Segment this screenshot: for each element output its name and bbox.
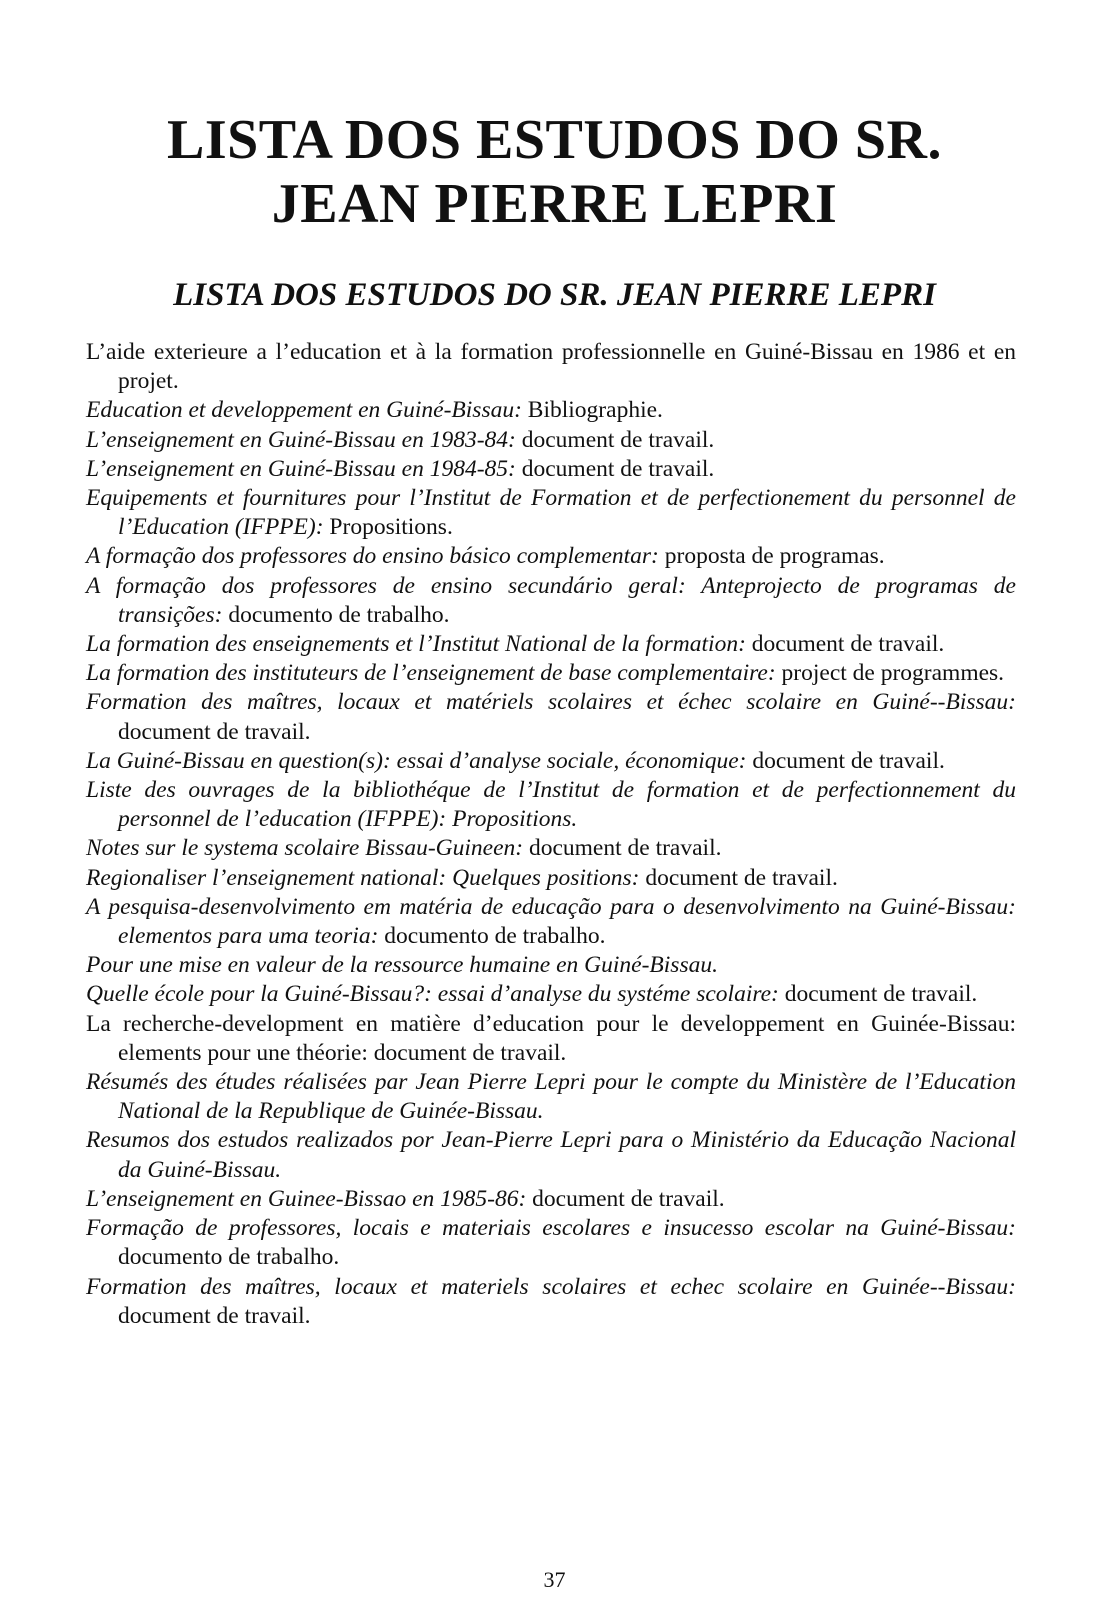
study-description: document de travail.	[639, 864, 838, 891]
study-entry	[86, 1126, 1016, 1184]
study-description: documento de trabalho.	[118, 1244, 340, 1271]
study-entry	[86, 1185, 1016, 1214]
study-description: L’aide exterieure a l’education et à la formation professionnelle en Guiné-Bissau en 1986 et en projet.	[86, 339, 1016, 395]
study-description: document de travail.	[515, 455, 715, 482]
study-list	[86, 338, 1016, 1331]
study-entry	[86, 747, 1016, 776]
study-entry	[86, 1214, 1016, 1272]
study-entry	[86, 951, 1016, 980]
study-entry	[86, 1010, 1016, 1068]
page-number: 37	[543, 1567, 566, 1592]
study-entry	[86, 688, 1016, 746]
study-title: La formation des enseignements et l’Institut National de la formation:	[86, 631, 746, 658]
study-entry	[86, 659, 1016, 688]
study-description: documento de trabalho.	[222, 601, 450, 628]
study-title: L’enseignement en Guiné-Bissau en 1984-85:	[86, 455, 516, 482]
page-title-line-1: LISTA DOS ESTUDOS DO SR.	[167, 109, 942, 171]
study-entry	[86, 893, 1016, 951]
study-description: Bibliographie.	[521, 397, 663, 424]
study-title: La formation des instituteurs de l’enseignement de base complementaire:	[86, 660, 776, 687]
study-title: Quelle école pour la Guiné-Bissau?: essai d’analyse du systéme scolaire:	[86, 981, 779, 1008]
study-description: document de travail.	[118, 718, 311, 745]
study-entry	[86, 630, 1016, 659]
study-title: A formação dos professores de ensino secundário geral: Anteprojecto de programas de transições:	[86, 572, 1016, 628]
study-entry	[86, 426, 1016, 455]
section-subtitle: LISTA DOS ESTUDOS DO SR. JEAN PIERRE LEPRI	[173, 277, 936, 313]
study-title: Equipements et fournitures pour l’Institut de Formation et de perfectionement du personnel de l’Education (IFPPE):	[86, 485, 1016, 541]
study-title: L’enseignement en Guiné-Bissau en 1983-84:	[86, 426, 516, 453]
study-description: Propositions.	[323, 514, 453, 541]
page-title-line-2: JEAN PIERRE LEPRI	[271, 173, 838, 235]
study-title: A formação dos professores do ensino básico complementar:	[86, 543, 659, 570]
study-title: Regionaliser l’enseignement national: Quelques positions:	[86, 864, 640, 891]
study-description: document de travail.	[746, 747, 945, 774]
study-title: La Guiné-Bissau en question(s): essai d’analyse sociale, économique:	[86, 747, 747, 774]
study-entry	[86, 980, 1016, 1009]
study-entry	[86, 484, 1016, 542]
study-description: proposta de programas.	[658, 543, 885, 570]
study-title: L’enseignement en Guinee-Bissao en 1985-86:	[86, 1185, 527, 1212]
study-entry	[86, 455, 1016, 484]
study-title: Formation des maîtres, locaux et materiels scolaires et echec scolaire en Guinée--Bissau:	[86, 1273, 1016, 1300]
study-entry	[86, 1273, 1016, 1331]
page-title	[0, 108, 1109, 236]
study-title: Pour une mise en valeur de la ressource humaine en Guiné-Bissau.	[86, 952, 718, 979]
study-title: A pesquisa-desenvolvimento em matéria de educação para o desenvolvimento na Guiné-Bissau: elementos para uma teoria:	[86, 893, 1016, 950]
study-title: Resumos dos estudos realizados por Jean-Pierre Lepri para o Ministério da Educação Nacional da Guiné-Bissau.	[86, 1127, 1016, 1183]
study-description: document de travail.	[523, 835, 722, 862]
study-entry	[86, 776, 1016, 834]
study-entry	[86, 572, 1016, 630]
study-title: Education et developpement en Guiné-Bissau:	[86, 397, 522, 424]
study-description: project de programmes.	[775, 660, 1005, 687]
study-entry	[86, 338, 1016, 396]
study-description: document de travail.	[778, 981, 978, 1008]
study-title: Formação de professores, locais e materiais escolares e insucesso escolar na Guiné-Bissau:	[86, 1215, 1016, 1242]
study-description: document de travail.	[526, 1185, 725, 1212]
study-description: document de travail.	[515, 426, 715, 453]
study-title: Formation des maîtres, locaux et matériels scolaires et échec scolaire en Guiné--Bissau:	[86, 689, 1016, 716]
study-description: document de travail.	[745, 631, 945, 658]
study-entry	[86, 834, 1016, 863]
study-description: La recherche-development en matière d’education pour le developpement en Guinée-Bissau: elements pour une théorie: document de travail.	[86, 1010, 1016, 1066]
study-title: Résumés des études réalisées par Jean Pierre Lepri pour le compte du Ministère de l’Education National de la Republique de Guinée-Bissau.	[86, 1069, 1016, 1125]
study-title: Liste des ouvrages de la bibliothéque de l’Institut de formation et de perfectionnement du personnel de l’education (IFPPE): Propositions.	[86, 777, 1016, 833]
study-description: document de travail.	[118, 1302, 311, 1329]
study-entry	[86, 396, 1016, 425]
study-entry	[86, 1068, 1016, 1126]
study-entry	[86, 542, 1016, 571]
study-description: documento de trabalho.	[378, 923, 606, 950]
study-entry	[86, 864, 1016, 893]
study-title: Notes sur le systema scolaire Bissau-Guineen:	[86, 835, 524, 862]
